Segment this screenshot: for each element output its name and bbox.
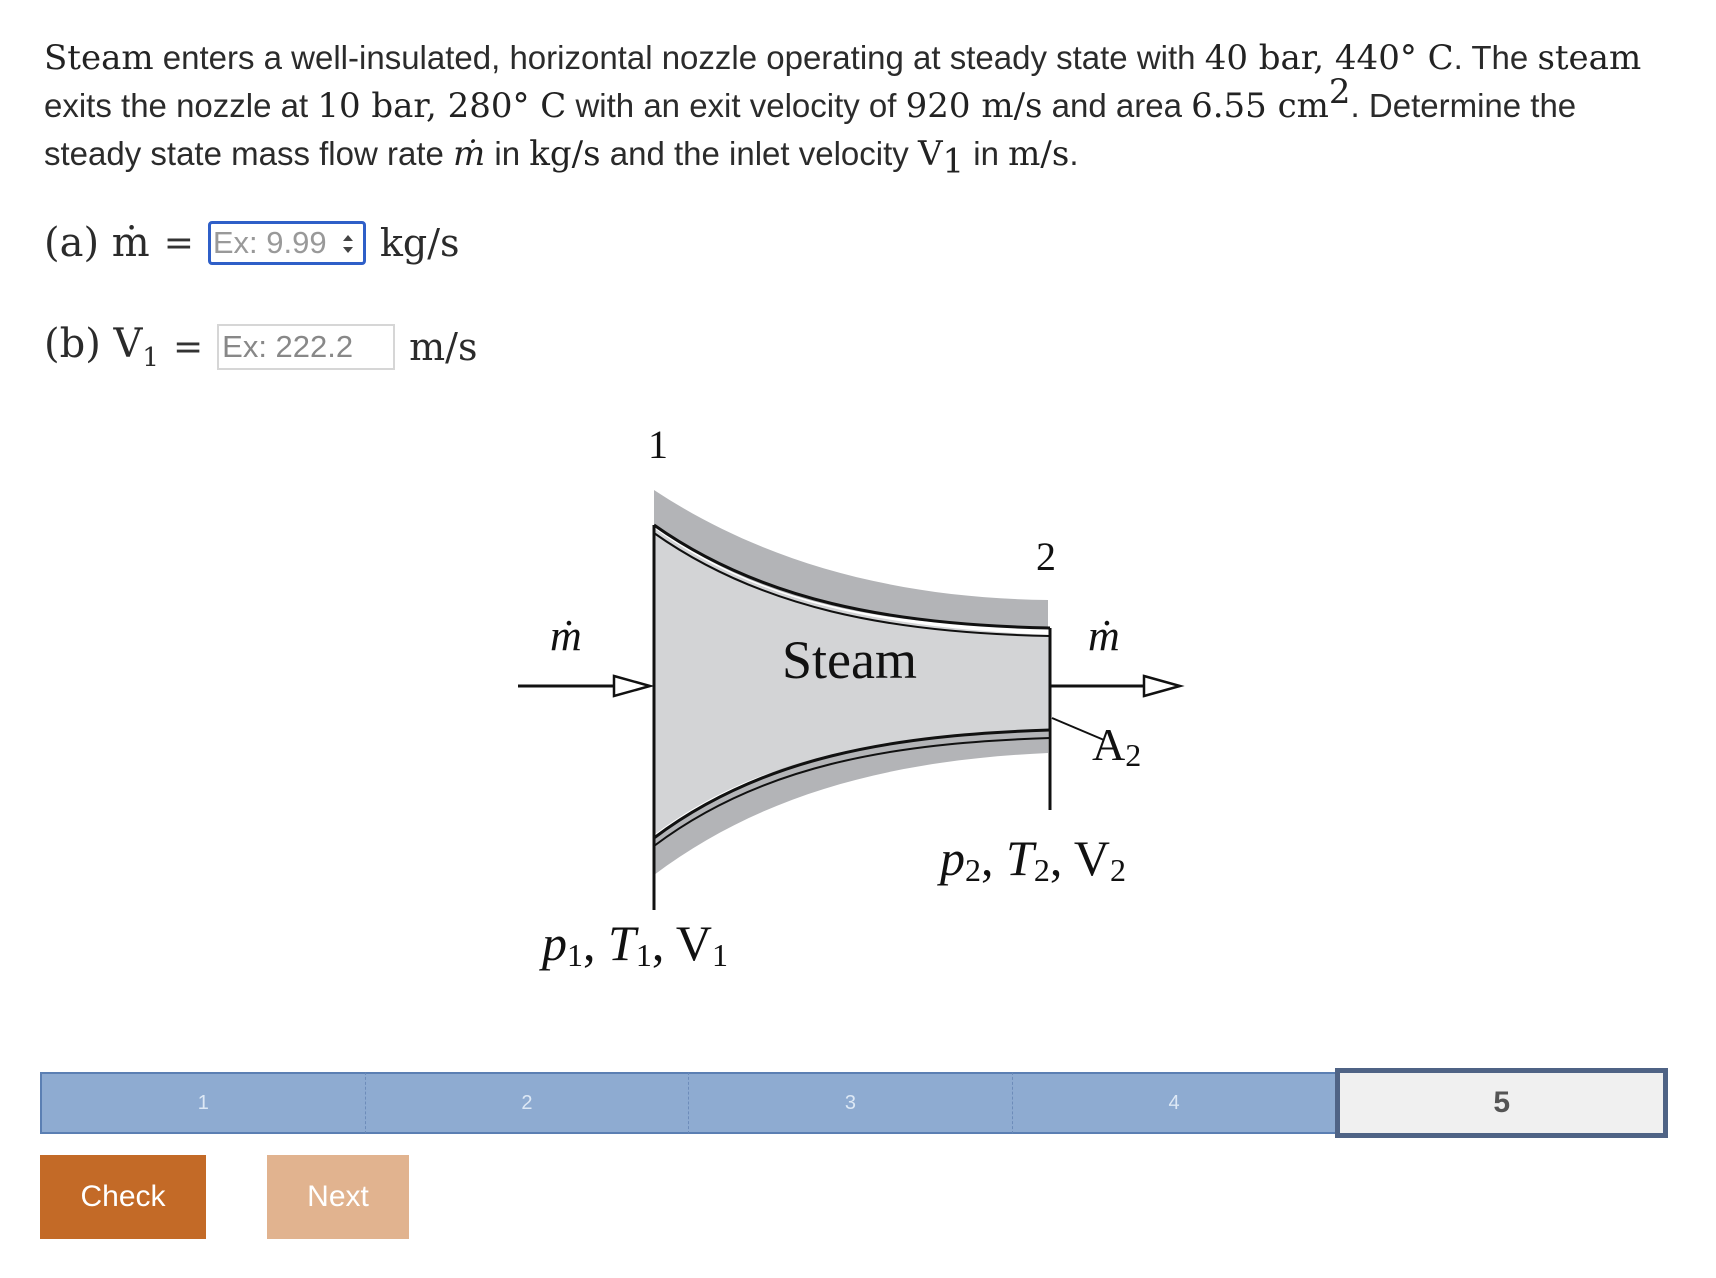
part-b [44, 321, 477, 373]
exit-t: T [1006, 830, 1034, 886]
number-spinner-icon[interactable] [339, 232, 357, 256]
separator: , [583, 915, 608, 971]
nozzle-diagram [500, 430, 1200, 1000]
separator: , [981, 830, 1006, 886]
math-v1-sub: 1 [942, 141, 965, 182]
text: . Determine the steady state mass flow rate [44, 87, 1577, 172]
exit-p: p [940, 830, 965, 886]
exit-v: V [1073, 830, 1111, 886]
text: in [485, 135, 530, 172]
part-b-label [44, 321, 159, 373]
steam-label: Steam [782, 630, 917, 690]
math-exit-velocity: 920 m/s [905, 86, 1043, 126]
math-exit-state: 10 bar, 280° C [317, 86, 567, 126]
part-b-label-sub: 1 [142, 343, 159, 373]
next-button[interactable]: Next [267, 1155, 409, 1239]
math-v1: V [917, 134, 943, 174]
inlet-t-sub: 1 [635, 937, 652, 973]
part-b-label-text: (b) V [44, 321, 143, 367]
inlet-velocity-input[interactable] [219, 328, 394, 366]
exit-area-label [1092, 719, 1141, 773]
progress-step-3[interactable]: 3 [688, 1072, 1012, 1134]
mass-flow-input-wrapper[interactable] [208, 221, 366, 265]
text: with an exit velocity of [566, 87, 906, 124]
mass-flow-input[interactable] [211, 225, 331, 261]
section-1-label: 1 [648, 430, 668, 467]
exit-state-label [937, 830, 1126, 888]
part-b-unit: m/s [409, 325, 478, 369]
text: . The [1453, 39, 1538, 76]
math-unit-kg-s: kg/s [529, 134, 601, 174]
math-inlet-state: 40 bar, 440° C [1204, 38, 1454, 78]
math-unit-m-s: m/s [1008, 134, 1070, 174]
math-mdot: ṁ [453, 134, 486, 174]
math-steam: Steam [44, 38, 154, 78]
equals-sign: = [163, 222, 194, 264]
part-a-unit: kg/s [379, 221, 460, 265]
inlet-t: T [608, 915, 636, 971]
exit-v-sub: 2 [1110, 852, 1127, 888]
text: in [964, 135, 1009, 172]
progress-step-5-current[interactable]: 5 [1335, 1068, 1668, 1138]
math-area-exponent: 2 [1328, 72, 1351, 112]
text: exits the nozzle at [44, 87, 318, 124]
part-a [44, 220, 460, 266]
progress-bar [40, 1070, 1668, 1136]
progress-step-4[interactable]: 4 [1012, 1072, 1336, 1134]
exit-t-sub: 2 [1033, 852, 1050, 888]
separator: , [1049, 830, 1074, 886]
text: . [1069, 135, 1079, 172]
text: and the inlet velocity [600, 135, 918, 172]
exit-p-sub: 2 [965, 852, 981, 888]
inlet-state-label [539, 915, 728, 973]
math-area: 6.55 cm [1191, 86, 1329, 126]
separator: , [651, 915, 676, 971]
math-steam: steam [1537, 38, 1642, 78]
inlet-p: p [542, 915, 567, 971]
text: and area [1042, 87, 1192, 124]
area-subscript: 2 [1125, 737, 1142, 773]
text: enters a well-insulated, horizontal nozzle operating at steady state with [153, 39, 1205, 76]
progress-step-1[interactable]: 1 [40, 1072, 365, 1134]
part-a-label: (a) ṁ [44, 220, 150, 266]
inlet-mdot-label: ṁ [550, 611, 582, 660]
inlet-v: V [675, 915, 713, 971]
exit-arrow-head [1144, 676, 1180, 696]
exit-mdot-label: ṁ [1088, 611, 1120, 660]
area-symbol: A [1092, 719, 1126, 770]
check-button[interactable]: Check [40, 1155, 206, 1239]
problem-statement [44, 34, 1674, 182]
equals-sign: = [172, 326, 204, 368]
inlet-v-sub: 1 [712, 937, 729, 973]
inlet-velocity-field[interactable] [217, 324, 395, 370]
section-2-label: 2 [1036, 534, 1056, 579]
inlet-p-sub: 1 [567, 937, 583, 973]
progress-step-2[interactable]: 2 [365, 1072, 689, 1134]
inlet-arrow-head [614, 676, 650, 696]
